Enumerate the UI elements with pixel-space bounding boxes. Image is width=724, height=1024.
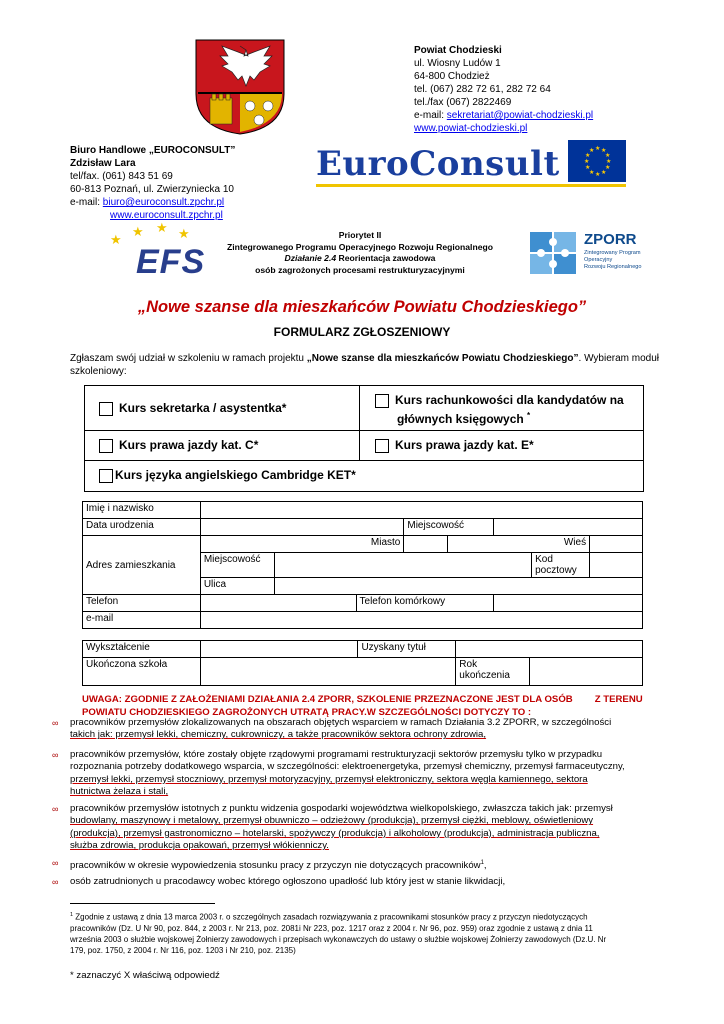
office-website-link[interactable]: www.euroconsult.zpchr.pl [110,210,223,221]
warning-line1b: Z TERENU [594,694,643,705]
locality-field[interactable] [274,553,531,578]
degree-label: Uzyskany tytuł [358,641,456,658]
course-accounting-checkbox[interactable] [375,394,389,408]
county-address-block [414,44,664,135]
street-label: Ulica [200,578,274,595]
course-accounting-label-b: głównych księgowych [397,412,524,426]
year-label-b: ukończenia [459,670,510,681]
street-field[interactable] [274,578,642,595]
item2-line-d: hutnictwa żelaza i stali, [70,786,169,798]
county-street: ul. Wiosny Ludów 1 [414,58,501,69]
county-name: Powiat Chodzieski [414,45,502,56]
svg-text:★: ★ [110,233,122,248]
course-secretary-option[interactable] [99,401,286,416]
phone-field[interactable] [200,595,356,612]
list-item [52,717,658,742]
footnote-separator [70,903,215,904]
county-coat-of-arms [190,36,290,136]
course-english-label: Kurs języka angielskiego Cambridge KET* [115,468,356,482]
locality-label: Miejscowość [200,553,274,578]
svg-text:★: ★ [584,158,590,165]
priority-action-text: Reorientacja zawodowa [338,253,436,263]
course-accounting-label-a: Kurs rachunkowości dla kandydatów na [395,393,624,407]
office-name: Biuro Handlowe „EUROCONSULT” [70,145,236,156]
item2-line-c: przemysł lekki, przemysł stoczniowy, przemysł motoryzacyjny, przemysł elektroniczny, sektora węgla kamiennego, sektora [70,773,588,785]
birth-place-field[interactable] [494,519,643,536]
item4-end: , [483,860,487,872]
email-field[interactable] [200,612,642,629]
warning-line1a: UWAGA: ZGODNIE Z ZAŁOŻENIAMI DZIAŁANIA 2.4 ZPORR, SZKOLENIE PRZEZNACZONE JEST DLA OSÓB [82,694,573,705]
phone-label: Telefon [83,595,201,612]
page-title: „Nowe szanse dla mieszkańców Powiatu Chodzieskiego” [137,298,587,316]
course-driving-c-option[interactable] [99,438,258,453]
personal-data-table [82,501,643,629]
education-label: Wykształcenie [83,641,201,658]
county-fax: tel./fax (067) 2822469 [414,97,512,108]
item1-line-b: takich jak: przemysł lekki, chemiczny, cukrowniczy, a także pracowników sektora ochrony zdrowia, [70,729,487,741]
county-postal: 64-800 Chodzież [414,71,490,82]
item3-line-d: służba zdrowia, produkcja opakowań, przemysł włókienniczy. [70,840,329,852]
item3-line-b: budowlany, maszynowy i metalowy, przemysł obuwniczo – odzieżowy (produkcja), przemysł ciężki, meblowy, oświetleniowy [70,815,594,827]
year-field[interactable] [530,658,643,686]
course-driving-c-label: Kurs prawa jazdy kat. C* [119,438,259,452]
item3-line-a: pracowników przemysłów istotnych z punktu widzenia gospodarki województwa wielkopolskiego, zwłaszcza takich jak: przemysł [70,803,613,814]
birth-date-label: Data urodzenia [83,519,201,536]
svg-text:★: ★ [585,152,591,159]
county-email-label: e-mail: [414,110,445,121]
svg-text:★: ★ [585,164,591,171]
footnote-line2: pracowników (Dz. U Nr 90, poz. 844, z 2003 r. Nr 213, poz. 2081i Nr 223, poz. 1217 oraz z 2004 r. Nr 96, poz. 959) oraz zgodnie z ustawą z dnia 11 [70,923,593,933]
svg-text:★: ★ [595,171,601,178]
priority-line1: Priorytet II [338,230,382,240]
footnote-line4: 179, poz. 1750, z 2004 r. Nr 116, poz. 1203 i Nr 210, poz. 2135) [70,946,296,956]
priority-line4: osób zagrożonych procesami restrukturyzacyjnymi [255,264,465,275]
svg-text:★: ★ [589,147,595,154]
office-address: 60-813 Poznań, ul. Zwierzyniecka 10 [70,184,234,195]
name-label: Imię i nazwisko [83,502,201,519]
infinity-bullet-icon: ∞ [52,804,59,814]
footnote-number: 1 [70,912,74,918]
zporr-sub1: Zintegrowany Program [584,250,641,256]
svg-text:★: ★ [601,169,607,176]
office-email-link[interactable]: biuro@euroconsult.zpchr.pl [102,197,225,208]
postal-code-field[interactable] [590,553,643,578]
mobile-field[interactable] [494,595,643,612]
svg-text:★: ★ [605,164,611,171]
zporr-logo [528,230,648,280]
priority-block [200,230,520,276]
course-secretary-label: Kurs sekretarka / asystentka* [119,401,287,415]
infinity-bullet-icon: ∞ [52,858,59,868]
intro-after: . Wybieram moduł szkoleniowy: [70,353,660,377]
footnote-line1: Zgodnie z ustawą z dnia 13 marca 2003 r. o szczególnych zasadach rozwiązywania z pracownikami stosunków pracy z przyczyn niedotyczących [73,912,588,922]
office-person: Zdzisław Lara [70,158,136,169]
zporr-sub3: Rozwoju Regionalnego [584,264,642,270]
efs-logo [106,222,206,282]
list-item [52,857,658,873]
form-subtitle: FORMULARZ ZGŁOSZENIOWY [273,325,451,339]
school-label: Ukończona szkoła [83,658,201,686]
intro-before: Zgłaszam swój udział w szkoleniu w ramach projektu [70,353,307,364]
education-field[interactable] [200,641,358,658]
item4-footnote-ref: 1 [480,860,484,866]
county-email-link[interactable]: sekretariat@powiat-chodzieski.pl [446,110,594,121]
list-item [52,803,658,853]
email-label: e-mail [83,612,201,629]
svg-text:★: ★ [156,222,168,236]
footnote [70,910,656,956]
list-item [52,876,658,888]
euroconsult-logo [316,146,560,186]
infinity-bullet-icon: ∞ [52,877,59,887]
degree-field[interactable] [456,641,643,658]
course-driving-e-label: Kurs prawa jazdy kat. E* [395,438,534,452]
item5-text: osób zatrudnionych u pracodawcy wobec którego ogłoszono upadłość lub który jest w stanie likwidacji, [70,876,506,887]
intro-text [70,352,660,378]
zporr-wordmark: ZPORR [584,231,637,248]
county-phone: tel. (067) 282 72 61, 282 72 64 [414,84,551,95]
svg-text:★: ★ [605,152,611,159]
list-item [52,749,658,799]
village-label: Wieś [448,536,590,553]
address-label: Adres zamieszkania [83,536,201,595]
city-checkbox-field[interactable] [404,536,448,553]
office-phone: tel/fax. (061) 843 51 69 [70,171,173,182]
county-website-link[interactable]: www.powiat-chodzieski.pl [414,123,528,134]
checkbox-note: * zaznaczyć X właściwą odpowiedź [70,970,220,981]
svg-text:★: ★ [595,145,601,152]
item4-text: pracowników w okresie wypowiedzenia stosunku pracy z przyczyn nie dotyczących pracowników [70,860,481,872]
warning-block [82,694,662,719]
course-english-checkbox[interactable] [99,469,113,483]
infinity-bullet-icon: ∞ [52,718,59,728]
course-secretary-checkbox[interactable] [99,402,113,416]
svg-text:★: ★ [178,227,190,242]
city-label: Miasto [200,536,404,553]
item1-line-a: pracowników przemysłów zlokalizowanych na obszarach objętych wsparciem w ramach Działania 3.2 ZPORR, w szczególności [70,717,612,728]
course-driving-e-option[interactable] [375,438,534,453]
birth-place-label: Miejscowość [404,519,494,536]
course-english-option[interactable] [99,468,356,483]
priority-line2: Zintegrowanego Programu Operacyjnego Rozwoju Regionalnego [227,241,493,252]
postal-code-label: Kod pocztowy [532,553,590,578]
zporr-sub2: Operacyjny [584,257,613,263]
efs-wordmark: EFS [136,243,206,281]
course-accounting-option[interactable] [375,393,640,427]
course-driving-e-checkbox[interactable] [375,439,389,453]
year-label-a: Rok [459,659,478,670]
footnote-line3: września 2003 o służbie wojskowej Żołnierzy zawodowych i przepisach wykonawczych do ustawy o służbie wojskowej Żołnierzy zawodowych (Dz.U. Nr [70,935,607,945]
item2-line-b: rozpoznania potrzeby dodatkowego wsparcia, w szczególności: elektroenergetyka, przemysł chemiczny, przemysł farmaceutyczny, [70,761,625,773]
year-label [456,658,530,686]
euroconsult-wordmark: EuroConsult [316,144,560,184]
office-email-label: e-mail: [70,197,101,208]
course-accounting-star: * [527,411,531,420]
intro-project: „Nowe szanse dla mieszkańców Powiatu Chodzieskiego” [306,353,579,364]
mobile-label: Telefon komórkowy [356,595,494,612]
svg-text:★: ★ [132,225,144,240]
item2-line-a: pracowników przemysłów, które zostały objęte rządowymi programami restrukturyzacji sektorów przemysłu tylko w przypadku [70,749,603,760]
courses-box [84,385,644,492]
eu-flag [568,140,626,182]
office-address-block [70,144,310,222]
warning-line2: POWIATU CHODZIESKIEGO ZAGROŻONYCH UTRATĄ PRACY.W SZCZEGÓLNOŚCI DOTYCZY TO : [82,706,532,718]
course-driving-c-checkbox[interactable] [99,439,113,453]
village-checkbox-field[interactable] [590,536,643,553]
svg-text:★: ★ [606,158,612,165]
priority-action-label: Działanie 2.4 [284,253,337,263]
name-field[interactable] [200,502,642,519]
svg-text:★: ★ [601,147,607,154]
birth-date-field[interactable] [200,519,404,536]
education-table [82,640,643,686]
item3-line-c: (produkcja), przemysł gastronomiczno – hotelarski, spożywczy (produkcja) i alkoholowy (produkcja), administracja publiczna, [70,827,600,839]
svg-text:★: ★ [589,169,595,176]
infinity-bullet-icon: ∞ [52,750,59,760]
school-field[interactable] [200,658,455,686]
